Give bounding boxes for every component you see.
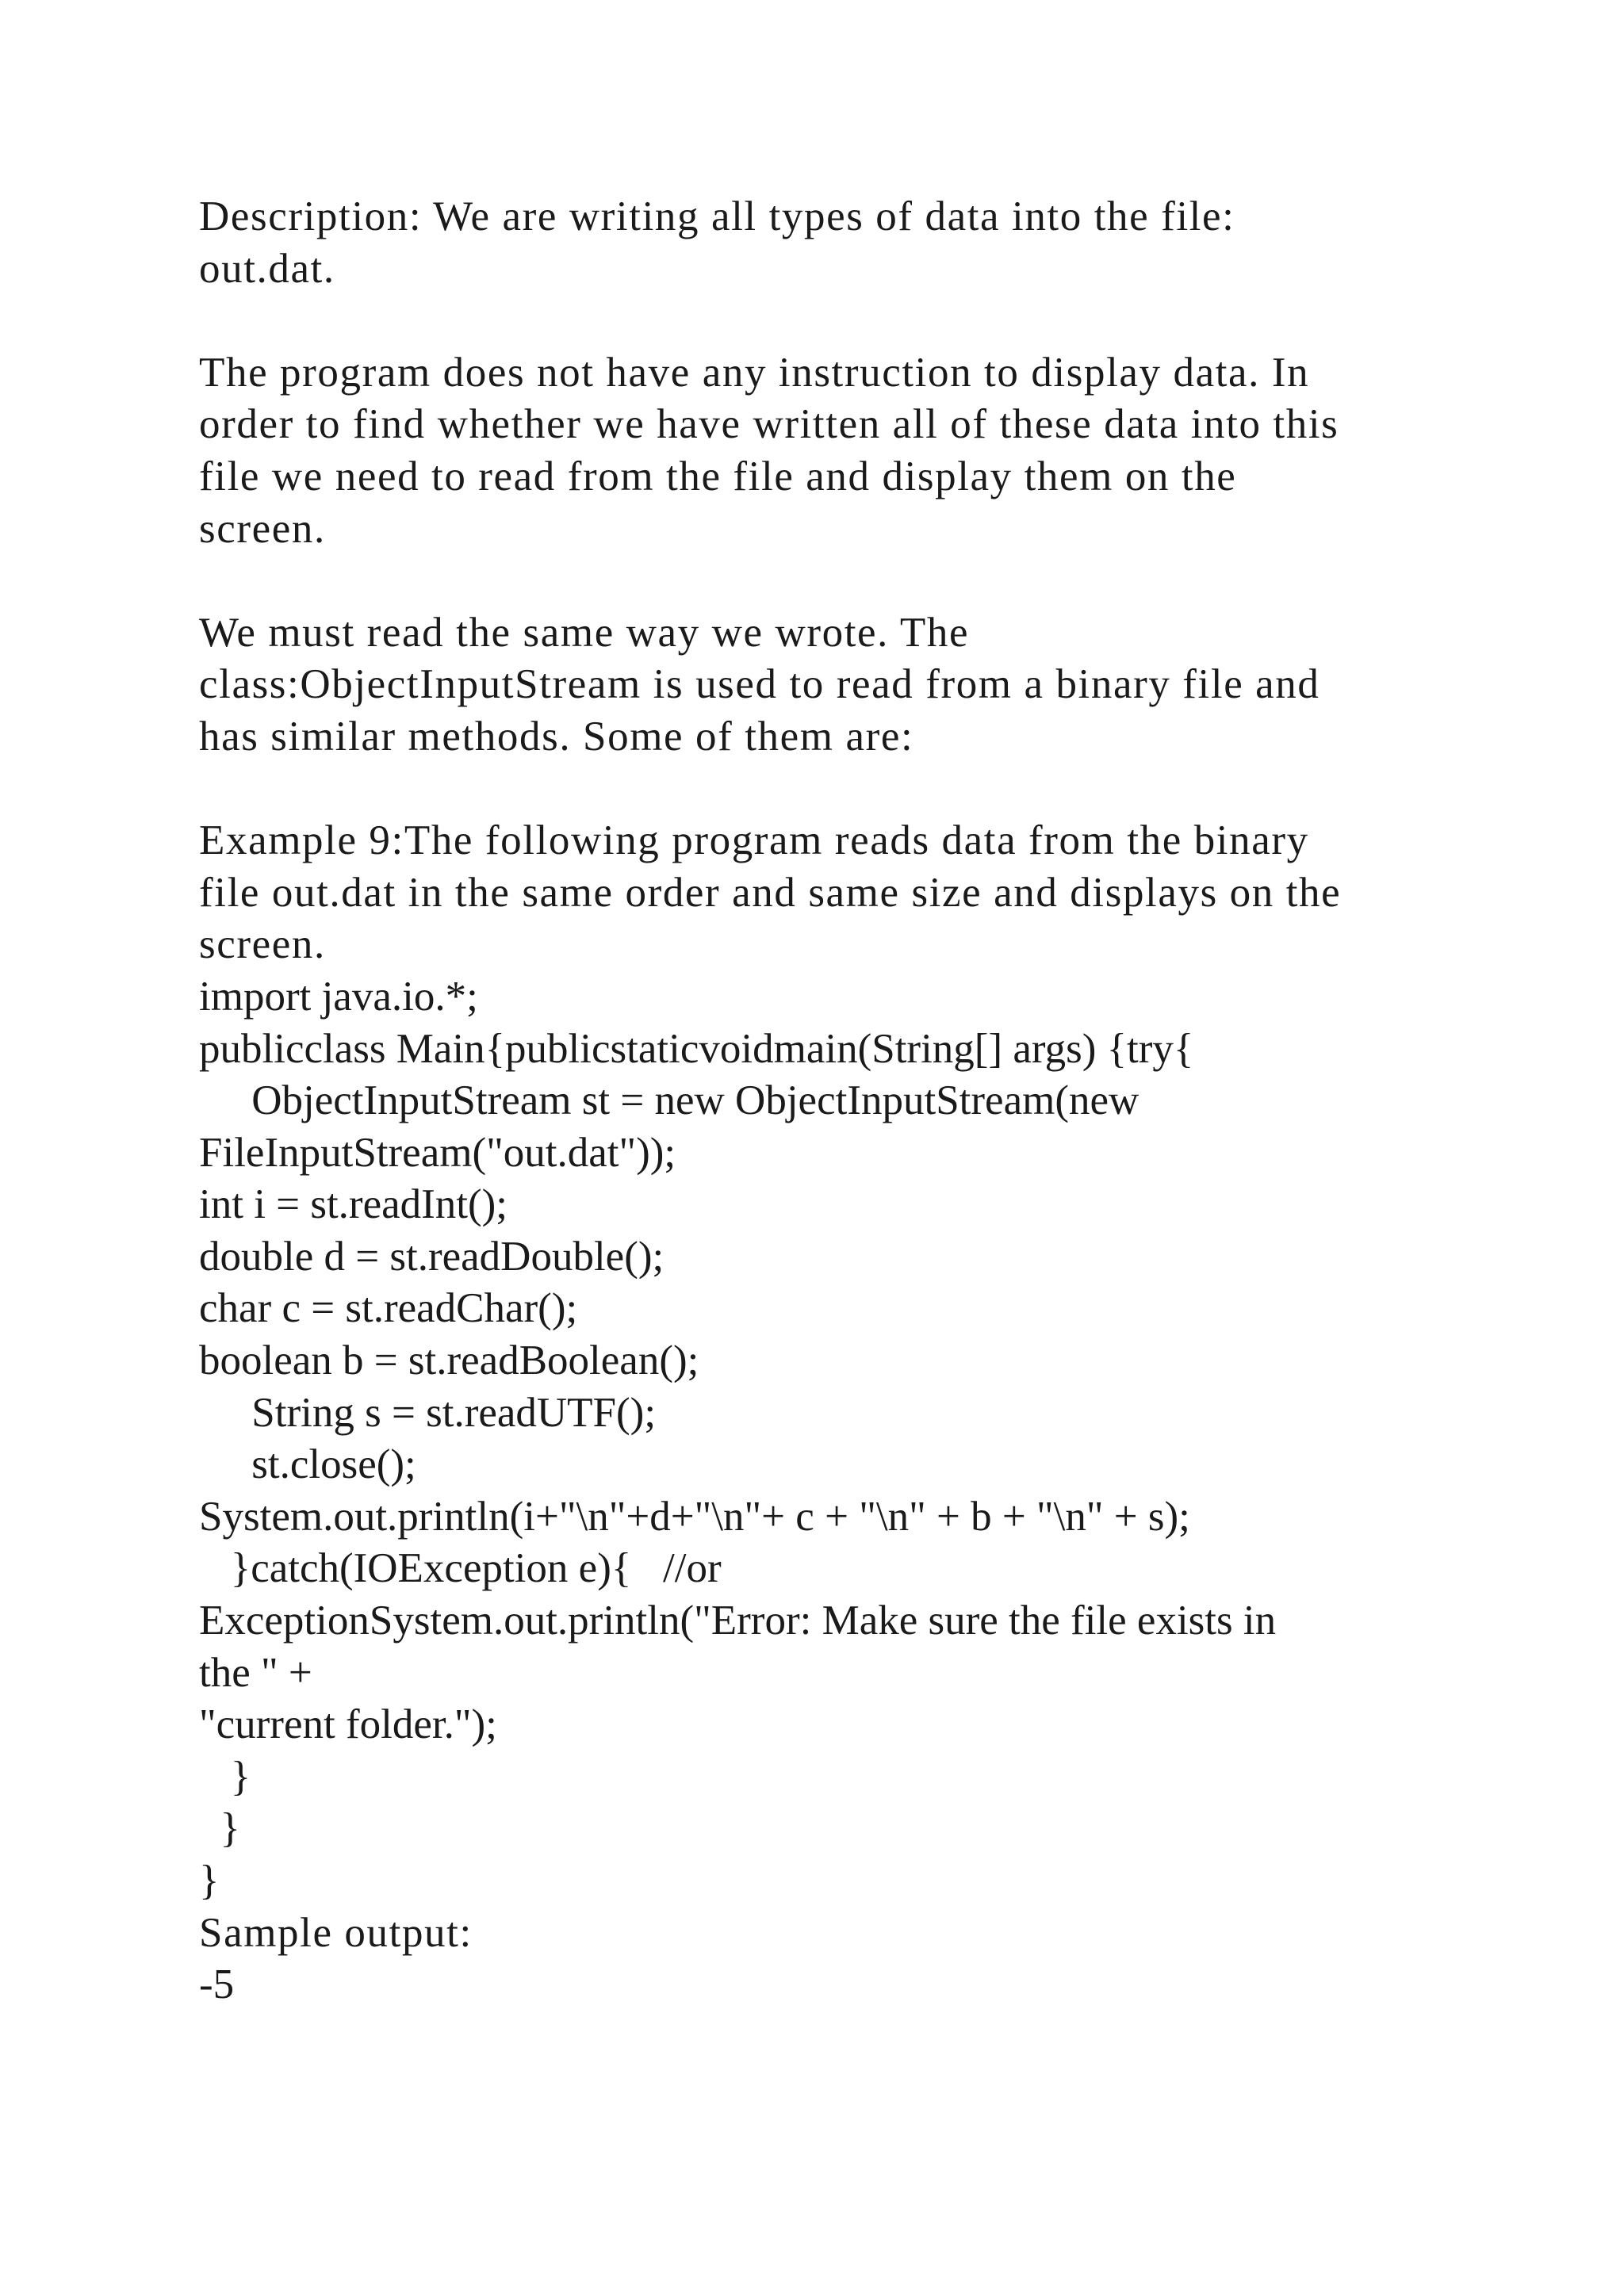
- code-line: FileInputStream("out.dat"));: [199, 1129, 676, 1176]
- code-line: }: [199, 1858, 220, 1904]
- text-line: We must read the same way we wrote. The: [199, 609, 970, 656]
- text-line: out.dat.: [199, 245, 335, 292]
- text-line: screen.: [199, 921, 326, 968]
- code-line: int i = st.readInt();: [199, 1181, 508, 1228]
- text-line: Sample output:: [199, 1909, 473, 1956]
- blank-line: [199, 295, 1500, 347]
- code-line: ObjectInputStream st = new ObjectInputStream(new: [199, 1077, 1139, 1124]
- text-line: Description: We are writing all types of data into the file:: [199, 193, 1235, 239]
- code-line: System.out.println(i+"\n"+d+"\n"+ c + "\n" + b + "\n" + s);: [199, 1493, 1190, 1540]
- blank-line: [199, 763, 1500, 816]
- text-line: file we need to read from the file and display them on the: [199, 453, 1237, 499]
- text-line: file out.dat in the same order and same size and displays on the: [199, 869, 1342, 916]
- code-line: boolean b = st.readBoolean();: [199, 1337, 699, 1384]
- text-line: screen.: [199, 505, 326, 552]
- blank-line: [199, 555, 1500, 607]
- code-line: String s = st.readUTF();: [199, 1389, 657, 1436]
- text-line: Example 9:The following program reads data from the binary: [199, 817, 1309, 864]
- document-body: [199, 191, 1500, 2011]
- text-line: has similar methods. Some of them are:: [199, 713, 914, 760]
- code-line: ExceptionSystem.out.println("Error: Make sure the file exists in: [199, 1598, 1277, 1644]
- code-line: }: [199, 1753, 251, 1800]
- code-line: publicclass Main{publicstaticvoidmain(String[] args) {try{: [199, 1025, 1194, 1072]
- code-line: the " +: [199, 1649, 312, 1696]
- code-line: }: [199, 1805, 240, 1852]
- code-line: }catch(IOException e){ //or: [199, 1545, 722, 1592]
- text-line: class:ObjectInputStream is used to read from a binary file and: [199, 661, 1320, 708]
- text-line: order to find whether we have written all of these data into this: [199, 401, 1339, 448]
- code-line: "current folder.");: [199, 1701, 497, 1748]
- code-line: st.close();: [199, 1441, 416, 1488]
- code-line: double d = st.readDouble();: [199, 1233, 665, 1280]
- text-line: The program does not have any instruction to display data. In: [199, 349, 1310, 396]
- code-line: import java.io.*;: [199, 973, 478, 1020]
- code-line: char c = st.readChar();: [199, 1285, 578, 1332]
- text-line: -5: [199, 1961, 235, 2008]
